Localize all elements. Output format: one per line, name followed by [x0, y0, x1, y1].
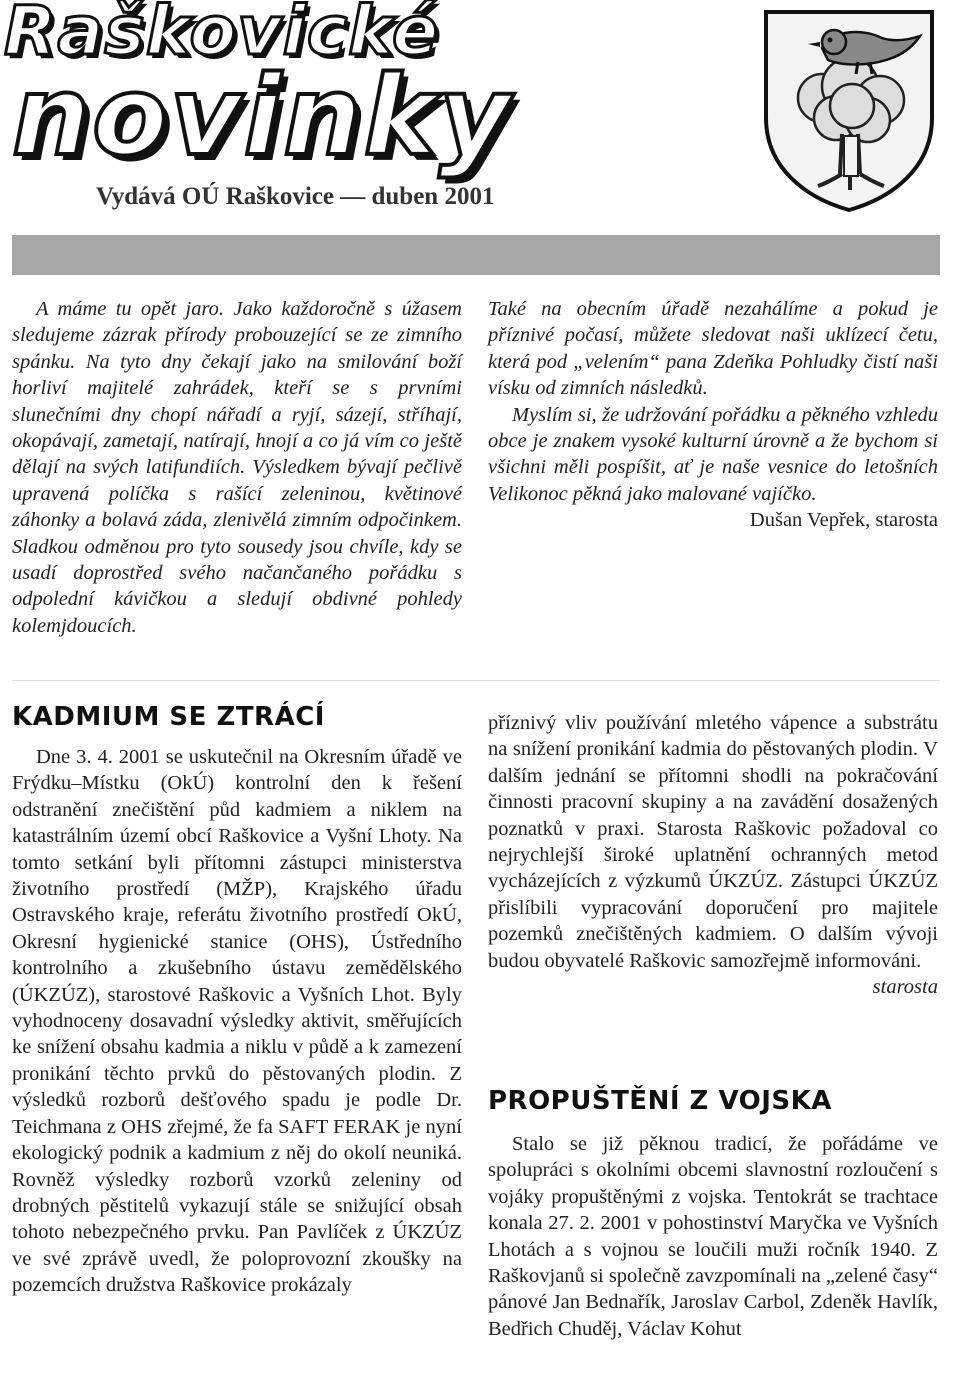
kadmium-heading: KADMIUM SE ZTRÁCÍ: [12, 702, 325, 732]
intro-signature: Dušan Vepřek, starosta: [749, 509, 938, 532]
vojska-column: [488, 1131, 938, 1342]
intro-paragraph-3: Myslím si, že udržování pořádku a pěkného vzhledu obce je znakem vysoké kulturní úrovně a že bychom si všichni měli pospíšit, ať je naše vesnice do letošních Velikonoc pěkná jako malované vajíčko.: [488, 403, 938, 505]
masthead: [0, 0, 960, 240]
kadmium-paragraph-right: příznivý vliv používání mletého vápence a substrátu na snížení pronikání kadmia do pěstovaných plodin. V dalším jednání se přítomni shodli na pokračování činnosti pracovní skupiny a na zavádění dosažených poznatků v praxi. Starosta Raškovic požadoval co nejrychlejší široké uplatnění ochranných metod vycházejících z výzkumů ÚKZÚZ. Zástupci ÚKZÚZ přislíbili vypracování doporučení pro majitele pozemků znečištěných kadmiem. O dalším vývoji budou obyvatelé Raškovic samozřejmě informováni.: [488, 712, 938, 972]
intro-paragraph-1: A máme tu opět jaro. Jako každoročně s úžasem sledujeme zázrak přírody probouzející se ze zimního spánku. Na tyto dny čekají jako na smilování boží horliví majitelé zahrádek, kteří se s prvními slunečními dny chopí nářadí a ryjí, sázejí, stříhají, okopávají, zametají, natírají, hnojí a co já vím co ještě dělají na svých latifundiích. Výsledkem bývají pečlivě upravená políčka s rašící zeleninou, květinové záhonky a bolavá záda, zlenivělá zimním odpočinkem. Sladkou odměnou pro tyto sousedy jsou chvíle, kdy se usadí doprostřed svého načančaného pořádku s odpolední kávičkou a sledují obdivné pohledy kolemjdoucích.: [12, 298, 462, 637]
intro-paragraph-2: Také na obecním úřadě nezahálíme a pokud je příznivé počasí, můžete sledovat naši uklízecí četu, která pod „velením“ pana Zdeňka Pohludky čistí naši vísku od zimních následků.: [488, 298, 938, 400]
section-divider: [12, 680, 940, 681]
kadmium-signature: starosta: [872, 976, 938, 999]
vojska-paragraph: Stalo se již pěknou tradicí, že pořádáme ve spolupráci s okolními obcemi slavnostní rozloučení s vojáky propuštěnými z vojska. Tentokrát se trachtace konala 27. 2. 2001 v pohostinství Maryčka ve Vyšních Lhotách a s vojnou se loučili muži ročník 1940. Z Raškovjanů si společně zavzpomínali na „zelené časy“ pánové Jan Bednařík, Jaroslav Carbol, Zdeněk Havlík, Bedřich Chuděj, Václav Kohut: [488, 1133, 938, 1340]
newspaper-title-line1: Raškovické: [4, 0, 440, 71]
newspaper-title-line2: novinky: [12, 52, 513, 180]
intro-column-right: [488, 296, 938, 534]
newspaper-subtitle: Vydává OÚ Raškovice — duben 2001: [96, 183, 495, 210]
kadmium-column-right: [488, 710, 938, 1000]
intro-column-left: [12, 296, 462, 639]
kadmium-paragraph-left: Dne 3. 4. 2001 se uskutečnil na Okresním úřadě ve Frýdku–Místku (OkÚ) kontrolní den k řešení odstranění znečištění půd kadmiem a niklem na katastrálním území obcí Raškovice a Vyšní Lhoty. Na tomto setkání byli přítomni zástupci ministerstva životního prostředí (MŽP), Krajského úřadu Ostravského kraje, referátu životního prostředí OkÚ, Okresní hygienické stanice (OHS), Ústředního kontrolního a zkušebního ústavu zemědělského (ÚKZÚZ), starostové Raškovic a Vyšních Lhot. Byly vyhodnoceny dosavadní výsledky aktivit, směřujících ke snížení obsahu kadmia a niklu v půdě a k zamezení pronikání těchto prvků do pěstovaných plodin. Z výsledků rozborů dešťového spadu je podle Dr. Teichmana z OHS zřejmé, že fa SAFT FERAK je nyní ekologický podnik a kadmium z něj do okolí neuniká. Rovněž výsledky rozborů vzorků zeleniny od drobných pěstitelů vykazují stále se snižující obsah tohoto nebezpečného prvku. Pan Pavlíček z ÚKZÚZ ve své zprávě uvedl, že poloprovozní zkoušky na pozemcích družstva Raškovice prokázaly: [12, 746, 462, 1297]
kadmium-column-left: [12, 744, 462, 1299]
masthead-divider-bar: [12, 235, 940, 275]
vojska-heading: PROPUŠTĚNÍ Z VOJSKA: [488, 1086, 832, 1116]
village-crest-bird-on-tree-icon: [762, 8, 936, 214]
